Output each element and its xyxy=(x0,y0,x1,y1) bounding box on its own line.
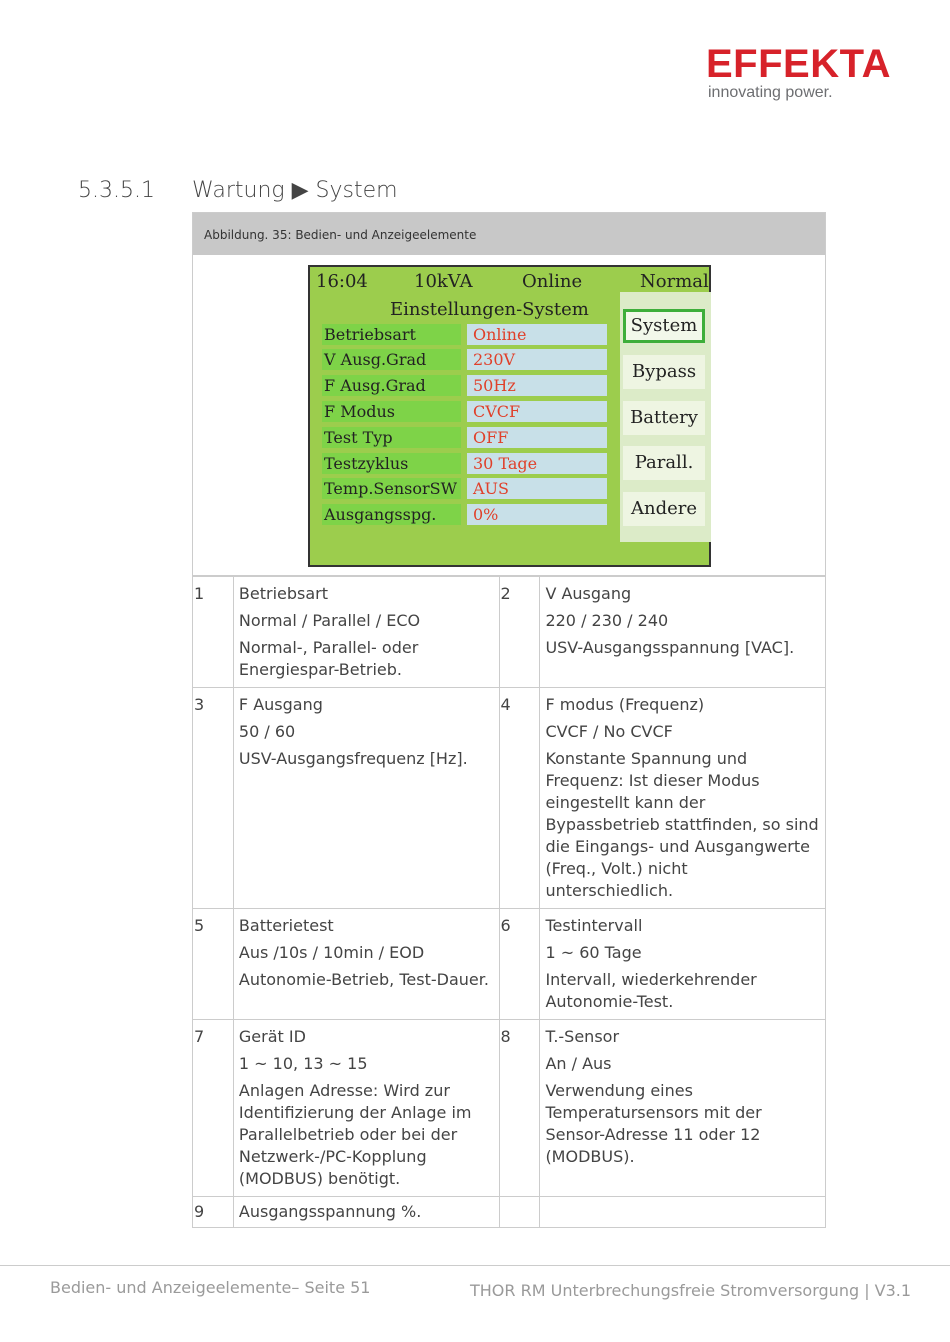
lcd-row-value: OFF xyxy=(467,427,607,448)
lcd-row-value: 230V xyxy=(467,349,607,370)
lcd-menu-system: System xyxy=(623,309,705,343)
item-number: 3 xyxy=(193,688,234,909)
item-number: 2 xyxy=(499,577,540,688)
lcd-row-label: F Modus xyxy=(322,401,461,422)
logo-word: EFFEKTA xyxy=(706,42,891,86)
item-number: 8 xyxy=(499,1020,540,1197)
item-number: 6 xyxy=(499,909,540,1020)
item-name: V Ausgang xyxy=(545,584,632,603)
lcd-menu-parallel: Parall. xyxy=(623,446,705,480)
table-row xyxy=(193,1020,826,1197)
item-cell xyxy=(233,909,499,1020)
lcd-row-value: CVCF xyxy=(467,401,607,422)
item-range: 1 ~ 60 Tage xyxy=(545,943,642,962)
item-name: Ausgangsspannung %. xyxy=(238,1202,422,1221)
footer-page-label: Bedien- und Anzeigeelemente– Seite 51 xyxy=(50,1278,371,1297)
item-cell xyxy=(233,1197,499,1228)
lcd-row-label: Test Typ xyxy=(322,427,461,448)
item-number: 9 xyxy=(193,1197,234,1228)
lcd-menu-andere: Andere xyxy=(623,492,705,526)
table-row xyxy=(193,1197,826,1228)
item-range: Normal / Parallel / ECO xyxy=(238,611,421,630)
lcd-row-value: 50Hz xyxy=(467,375,607,396)
item-name: Gerät ID xyxy=(238,1027,306,1046)
item-desc: Konstante Spannung und Frequenz: Ist dieser Modus eingestellt kann der Bypassbetrieb stattfinden, so sind die Eingangs- und Ausgangwerte (Freq., Volt.) nicht unterschiedlich. xyxy=(545,749,819,900)
footer-document-title: THOR RM Unterbrechungsfreie Stromversorgung | V3.1 xyxy=(470,1281,912,1300)
lcd-row-label: Ausgangsspg. xyxy=(322,504,461,525)
item-cell xyxy=(540,577,826,688)
lcd-row-label: Temp.SensorSW xyxy=(322,478,461,499)
item-name: F modus (Frequenz) xyxy=(545,695,705,714)
lcd-power: 10kVA xyxy=(414,271,473,292)
effekta-logo xyxy=(706,42,891,102)
lcd-bottom-bar xyxy=(310,543,709,565)
lcd-mode: Online xyxy=(522,271,583,292)
figure-caption: Abbildung. 35: Bedien- und Anzeigeelemente xyxy=(193,213,825,255)
lcd-state: Normal xyxy=(640,271,709,292)
item-name: Betriebsart xyxy=(238,584,329,603)
item-cell xyxy=(540,1020,826,1197)
lcd-screen xyxy=(308,265,711,567)
item-cell xyxy=(233,1020,499,1197)
item-number: 5 xyxy=(193,909,234,1020)
item-desc: Autonomie-Betrieb, Test-Dauer. xyxy=(238,970,489,989)
item-range: 1 ~ 10, 13 ~ 15 xyxy=(238,1054,368,1073)
footer-divider xyxy=(0,1265,950,1266)
item-name: Testintervall xyxy=(545,916,643,935)
item-desc: Normal-, Parallel- oder Energiespar-Betrieb. xyxy=(238,638,419,679)
item-desc: USV-Ausgangsspannung [VAC]. xyxy=(545,638,795,657)
item-range: CVCF / No CVCF xyxy=(545,722,673,741)
item-range: 50 / 60 xyxy=(238,722,296,741)
logo-tagline: innovating power. xyxy=(708,84,833,101)
empty-cell xyxy=(540,1197,826,1228)
item-name: Batterietest xyxy=(238,916,334,935)
lcd-menu-bypass: Bypass xyxy=(623,355,705,389)
section-title: Wartung ▶ System xyxy=(192,178,398,203)
item-range: Aus /10s / 10min / EOD xyxy=(238,943,425,962)
table-row xyxy=(193,577,826,688)
item-name: T.-Sensor xyxy=(545,1027,620,1046)
lcd-title: Einstellungen-System xyxy=(390,299,589,320)
item-number: 7 xyxy=(193,1020,234,1197)
lcd-row-label: Betriebsart xyxy=(322,324,461,345)
lcd-row-value: Online xyxy=(467,324,607,345)
item-cell xyxy=(233,688,499,909)
section-number: 5.3.5.1 xyxy=(78,178,155,203)
item-cell xyxy=(540,688,826,909)
lcd-row-label: Testzyklus xyxy=(322,453,461,474)
item-range: 220 / 230 / 240 xyxy=(545,611,669,630)
lcd-row-label: V Ausg.Grad xyxy=(322,349,461,370)
item-desc: Intervall, wiederkehrender Autonomie-Test. xyxy=(545,970,757,1011)
item-name: F Ausgang xyxy=(238,695,323,714)
item-desc: USV-Ausgangsfrequenz [Hz]. xyxy=(238,749,468,768)
item-desc: Anlagen Adresse: Wird zur Identifizierung der Anlage im Parallelbetrieb oder bei der Netzwerk-/PC-Kopplung (MODBUS) benötigt. xyxy=(238,1081,472,1188)
lcd-row-label: F Ausg.Grad xyxy=(322,375,461,396)
description-table xyxy=(192,576,826,1228)
item-cell xyxy=(233,577,499,688)
lcd-row-value: 30 Tage xyxy=(467,453,607,474)
table-row xyxy=(193,688,826,909)
table-row xyxy=(193,909,826,1020)
figure-box xyxy=(192,212,826,576)
item-range: An / Aus xyxy=(545,1054,612,1073)
lcd-menu-battery: Battery xyxy=(623,401,705,435)
lcd-row-value: AUS xyxy=(467,478,607,499)
item-number: 4 xyxy=(499,688,540,909)
lcd-row-value: 0% xyxy=(467,504,607,525)
item-number: 1 xyxy=(193,577,234,688)
empty-cell xyxy=(499,1197,540,1228)
item-desc: Verwendung eines Temperatursensors mit der Sensor-Adresse 11 oder 12 (MODBUS). xyxy=(545,1081,762,1166)
lcd-time: 16:04 xyxy=(316,271,368,292)
item-cell xyxy=(540,909,826,1020)
